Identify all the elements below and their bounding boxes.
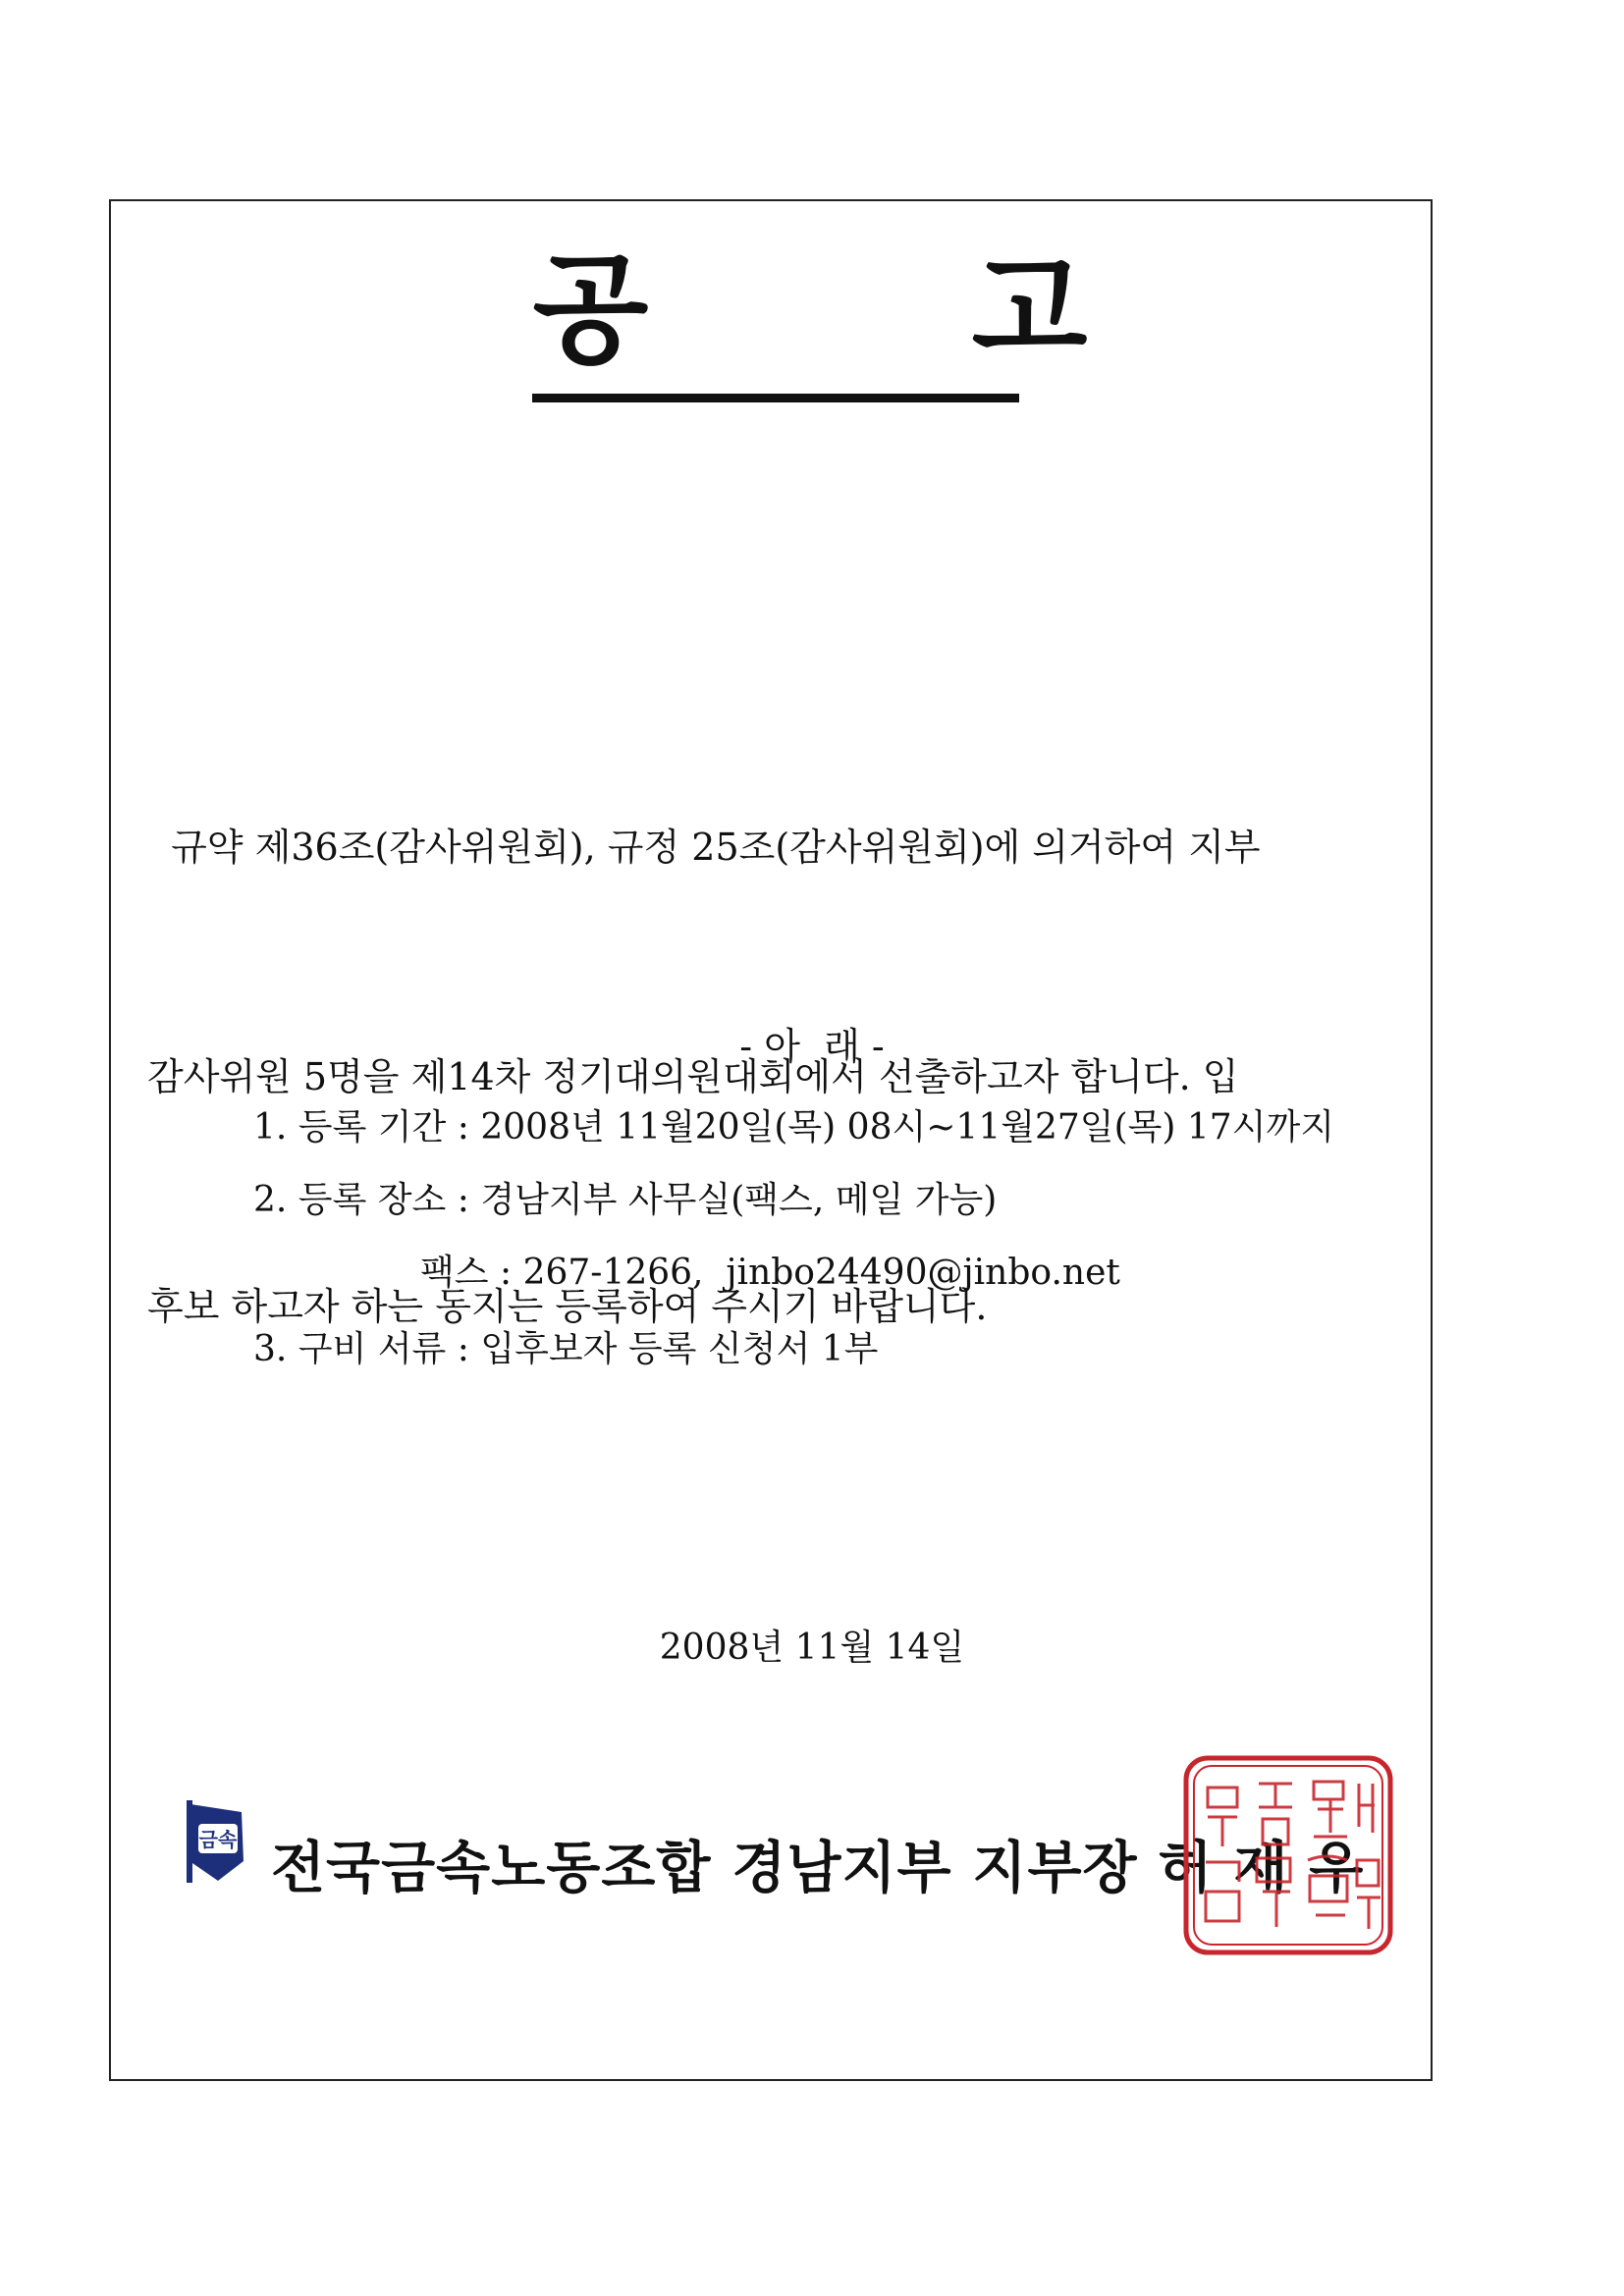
svg-text:금속: 금속 [198, 1828, 238, 1851]
notice-subheading: - 아 래 - [739, 1025, 885, 1068]
item-required-documents: 3. 구비 서류 : 입후보자 등록 신청서 1부 [253, 1329, 879, 1369]
notice-date: 2008년 11월 14일 [659, 1628, 965, 1668]
body-line-1: 규약 제36조(감사위원회), 규정 25조(감사위원회)에 의거하여 지부 [147, 826, 1261, 869]
notice-title: 공 고 [532, 240, 1092, 380]
body-line-3: 후보 하고자 하는 동지는 등록하여 주시기 바랍니다. [147, 1285, 988, 1328]
title-underline [532, 394, 1019, 402]
item-registration-place: 2. 등록 장소 : 경남지부 사무실(팩스, 메일 가능) [253, 1180, 998, 1220]
item-registration-period: 1. 등록 기간 : 2008년 11월20일(목) 08시~11월27일(목) 17시까지 [253, 1107, 1335, 1148]
item-fax-email: 팩스 : 267-1266, jinbo24490@jinbo.net [420, 1253, 1120, 1293]
union-logo-icon [183, 1798, 251, 1887]
body-line-2: 감사위원 5명을 제14차 정기대의원대회에서 선출하고자 합니다. 입 [147, 1055, 1239, 1098]
signature: 전국금속노동조합 경남지부 지부장 허 재 우 [271, 1836, 1365, 1900]
official-seal-icon [1180, 1754, 1398, 1958]
